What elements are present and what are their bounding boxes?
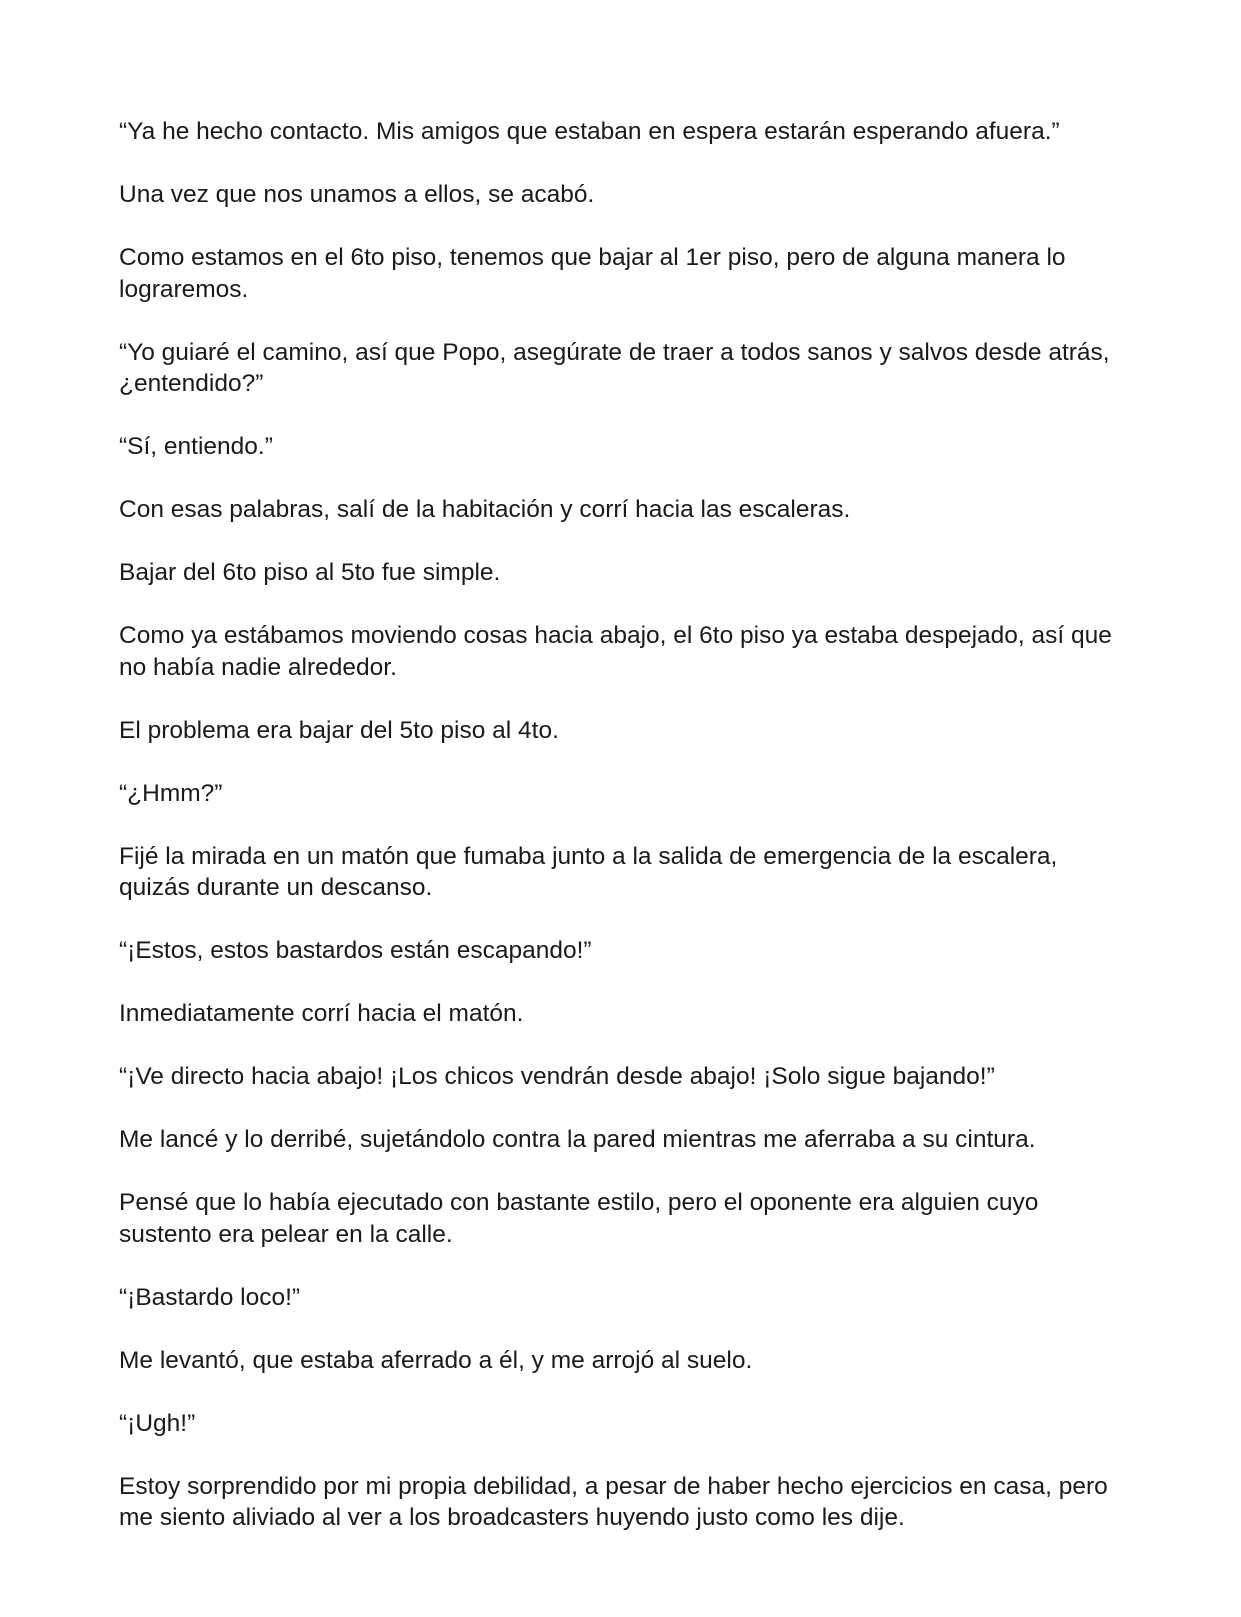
paragraph: Con esas palabras, salí de la habitación y corrí hacia las escaleras. [119, 496, 851, 523]
paragraph: Como ya estábamos moviendo cosas hacia abajo, el 6to piso ya estaba despejado, así que no había nadie alrededor. [119, 622, 1112, 681]
paragraph: Estoy sorprendido por mi propia debilidad, a pesar de haber hecho ejercicios en casa, pero me siento aliviado al ver a los broadcasters huyendo justo como les dije. [119, 1472, 1108, 1531]
document-body [119, 116, 1129, 1565]
paragraph: Fijé la mirada en un matón que fumaba junto a la salida de emergencia de la escalera, quizás durante un descanso. [119, 842, 1058, 901]
paragraph: Una vez que nos unamos a ellos, se acabó. [119, 181, 595, 208]
paragraph: “¡Bastardo loco!” [119, 1283, 301, 1311]
paragraph: “Yo guiaré el camino, así que Popo, asegúrate de traer a todos sanos y salvos desde atrás, ¿entendido?” [119, 338, 1110, 397]
paragraph: Inmediatamente corrí hacia el matón. [119, 1000, 524, 1027]
paragraph: Bajar del 6to piso al 5to fue simple. [119, 559, 501, 586]
paragraph: Me lancé y lo derribé, sujetándolo contra la pared mientras me aferraba a su cintura. [119, 1126, 1036, 1153]
paragraph: “Ya he hecho contacto. Mis amigos que estaban en espera estarán esperando afuera.” [119, 118, 1060, 145]
paragraph: Como estamos en el 6to piso, tenemos que bajar al 1er piso, pero de alguna manera lo lograremos. [119, 244, 1066, 303]
paragraph: “¡Estos, estos bastardos están escapando!” [119, 937, 592, 964]
paragraph: “¡Ve directo hacia abajo! ¡Los chicos vendrán desde abajo! ¡Solo sigue bajando!” [119, 1063, 995, 1090]
paragraph: “¿Hmm?” [119, 779, 223, 807]
paragraph: Pensé que lo había ejecutado con bastante estilo, pero el oponente era alguien cuyo sustento era pelear en la calle. [119, 1189, 1039, 1248]
paragraph: El problema era bajar del 5to piso al 4to. [119, 716, 559, 744]
paragraph: Me levantó, que estaba aferrado a él, y me arrojó al suelo. [119, 1346, 753, 1374]
paragraph: “Sí, entiendo.” [119, 433, 273, 460]
paragraph: “¡Ugh!” [119, 1409, 196, 1437]
